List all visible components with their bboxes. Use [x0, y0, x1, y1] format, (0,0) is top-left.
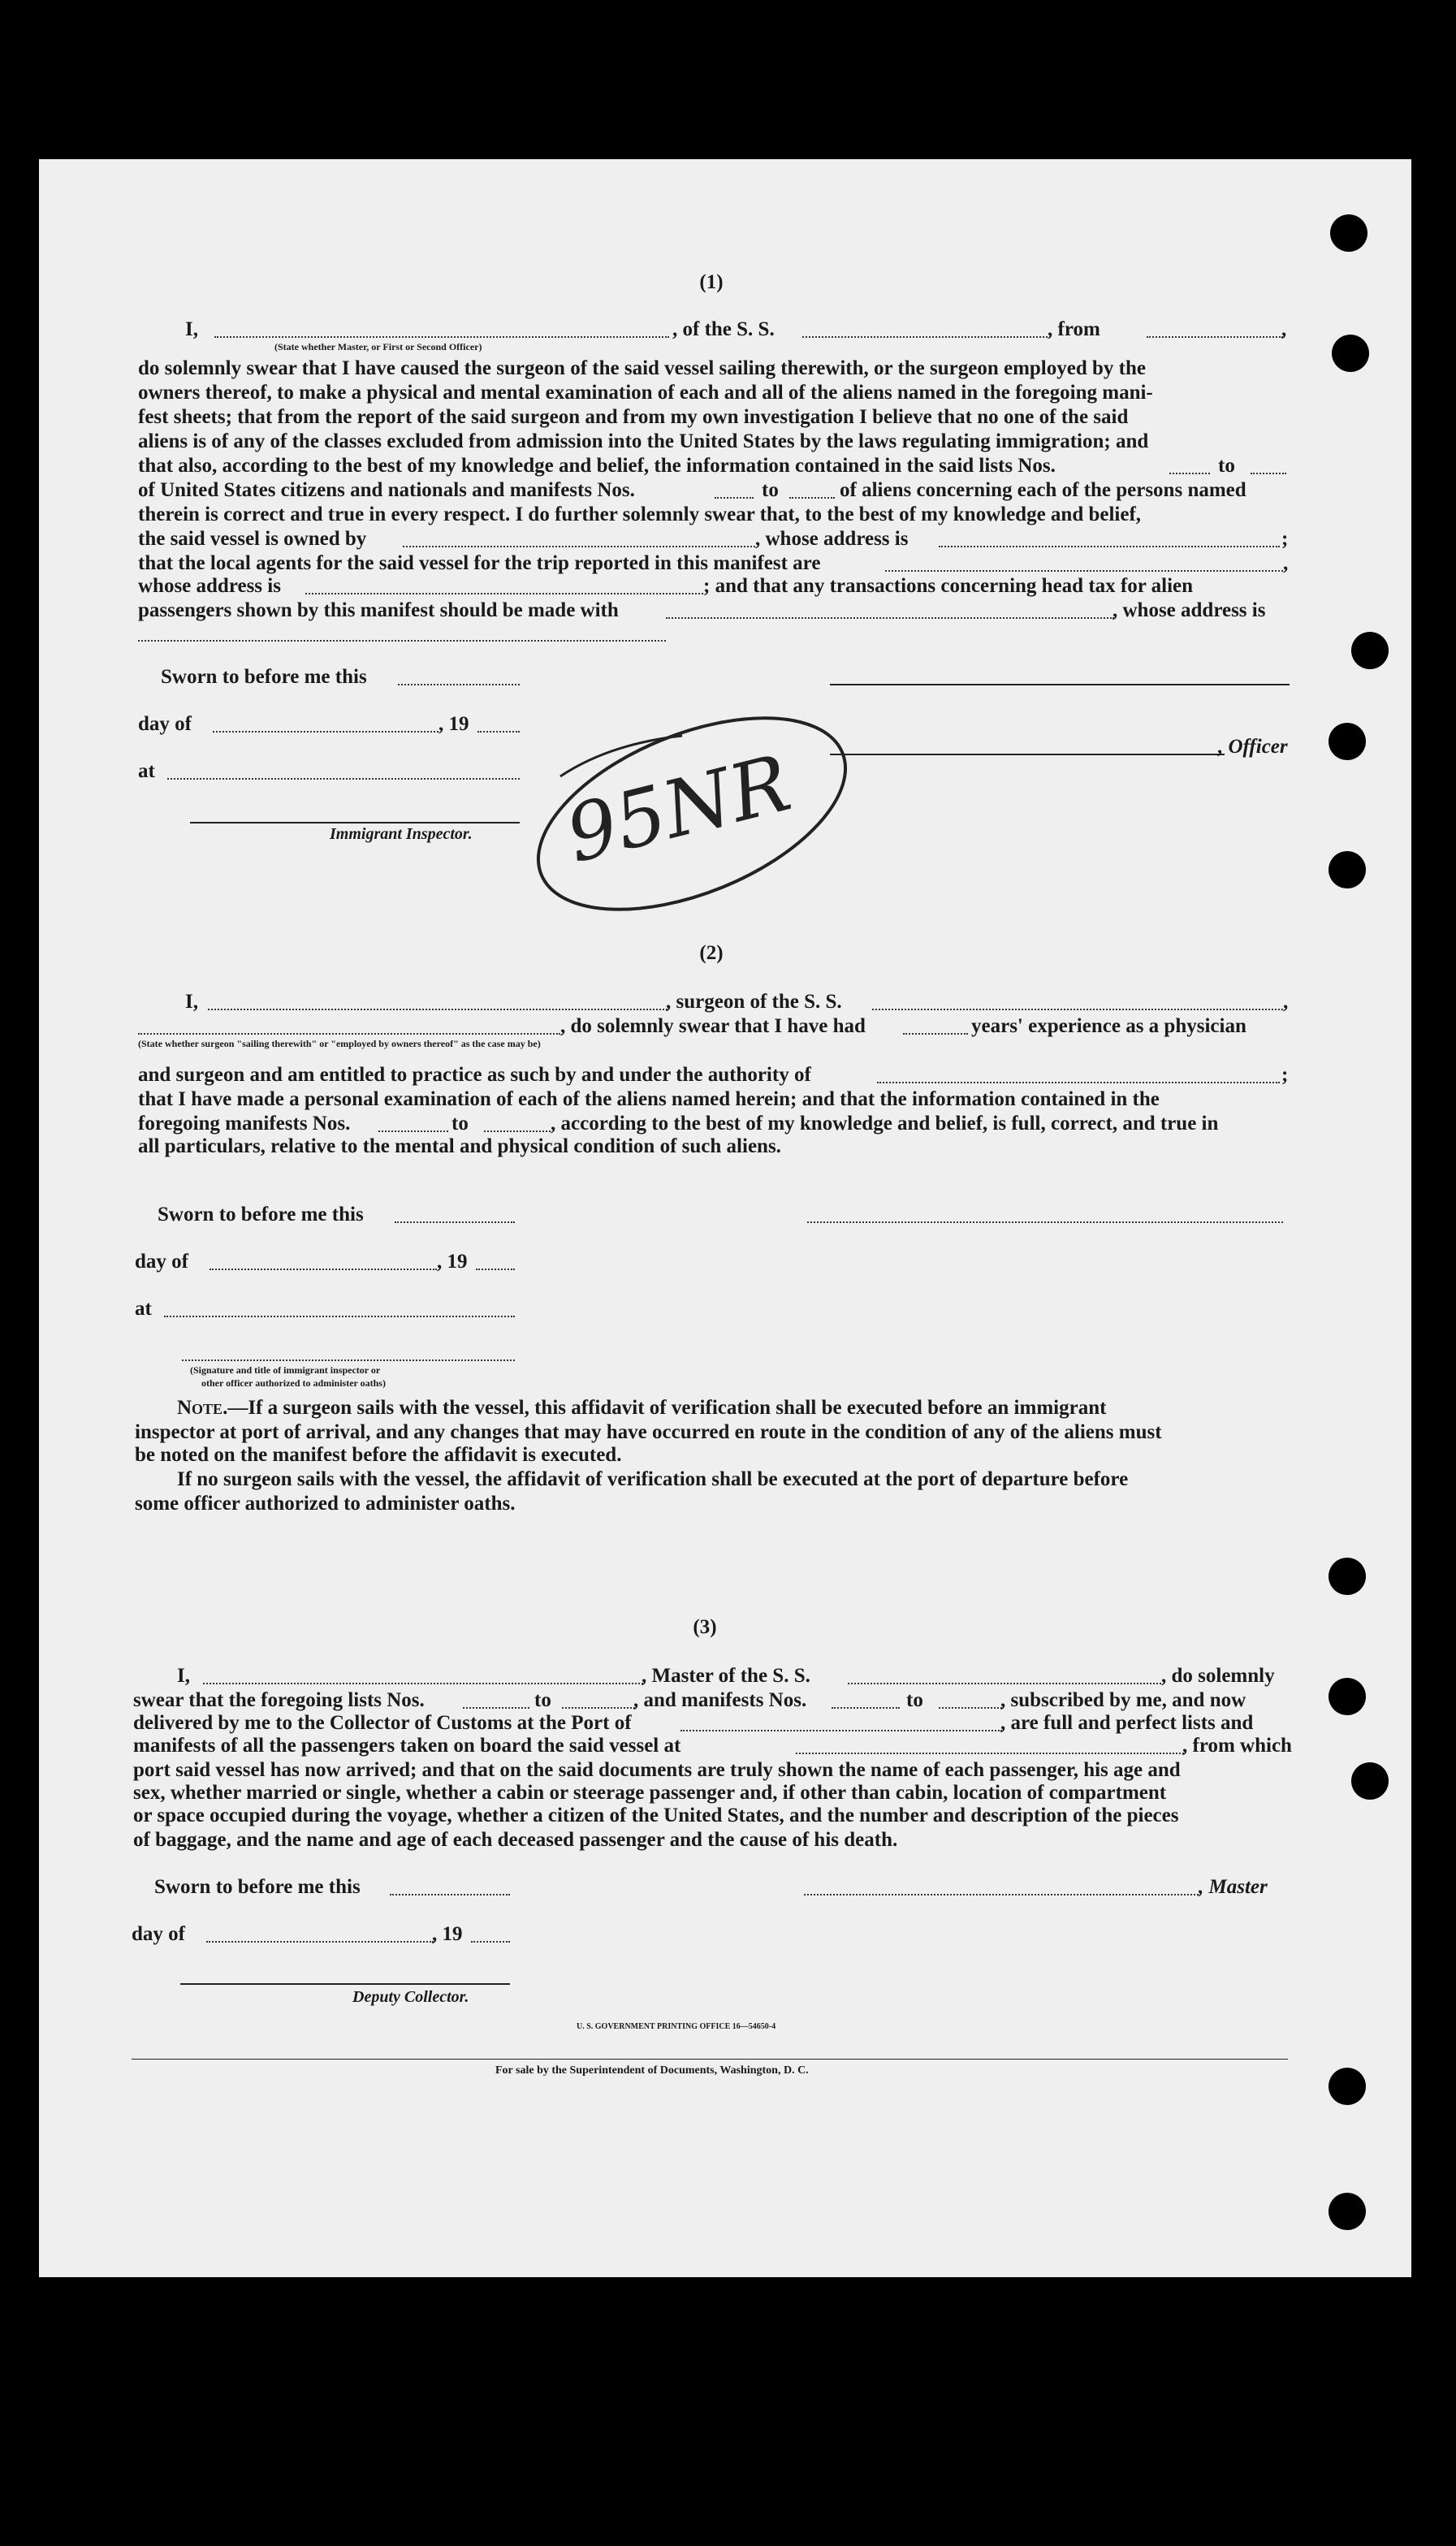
- sec2-line4: that I have made a personal examination of each of the aliens named herein; and that the information contained in the: [138, 1088, 1160, 1110]
- blank-owner-address: [939, 546, 1280, 547]
- blank-sec2-sig: [807, 1221, 1283, 1223]
- punch-hole: [1329, 851, 1366, 888]
- sec2-line6: all particulars, relative to the mental and physical condition of such aliens.: [138, 1135, 781, 1157]
- blank-manifest-from: [715, 497, 754, 499]
- sec3-line3b: , are full and perfect lists and: [1000, 1712, 1254, 1734]
- punch-hole: [1332, 335, 1369, 372]
- sec2-note-4: If no surgeon sails with the vessel, the affidavit of verification shall be executed at the port of departure before: [177, 1468, 1129, 1490]
- sec1-officer-note: (State whether Master, or First or Second Officer): [274, 341, 482, 352]
- blank-sec2-inspector: [182, 1359, 515, 1361]
- blank-sec3-lists-from: [463, 1707, 529, 1709]
- blank-master-vessel: [848, 1683, 1161, 1684]
- blank-authority: [877, 1082, 1280, 1083]
- blank-day-month: [213, 731, 439, 733]
- sec1-at: at: [138, 760, 155, 782]
- blank-from-port: [1147, 336, 1283, 338]
- note-text-1: —If a surgeon sails with the vessel, this affidavit of verification shall be executed before an immigrant: [227, 1397, 1107, 1419]
- sec1-sworn: Sworn to before me this: [161, 666, 367, 688]
- sec1-line8: therein is correct and true in every respect. I do further solemnly swear that, to the best of my knowledge and belief,: [138, 504, 1142, 525]
- sec3-master-label: , Master: [1199, 1876, 1268, 1898]
- blank-vessel-name: [802, 336, 1051, 338]
- blank-officer-line: [830, 754, 1225, 755]
- sec1-line11b: ; and that any transactions concerning head tax for alien: [703, 575, 1194, 597]
- blank-headtax-address: [138, 640, 666, 642]
- blank-years: [903, 1033, 968, 1035]
- sec2-sig-note-2: other officer authorized to administer oaths): [201, 1377, 386, 1389]
- sec1-nineteen: , 19: [439, 713, 469, 735]
- blank-sec2-day: [210, 1269, 437, 1270]
- punch-hole: [1329, 1678, 1366, 1715]
- blank-officer-name: [214, 336, 669, 338]
- blank-surgeon-name: [208, 1009, 668, 1010]
- blank-sec3-day: [206, 1941, 434, 1943]
- sec3-line8: of baggage, and the name and age of each deceased passenger and the cause of his death.: [133, 1829, 898, 1851]
- blank-owner: [403, 546, 755, 547]
- sec1-day: day of: [138, 713, 192, 735]
- blank-sec3-sworn-date: [390, 1894, 510, 1895]
- punch-hole: [1329, 723, 1366, 760]
- section-1-number: (1): [699, 271, 724, 293]
- sec2-line3b: ;: [1281, 1064, 1289, 1086]
- punch-hole: [1329, 2193, 1366, 2230]
- sec1-line2: do solemnly swear that I have caused the surgeon of the said vessel sailing therewith, or the surgeon employed by the: [138, 357, 1146, 379]
- sec3-line3a: delivered by me to the Collector of Customs at the Port of: [133, 1712, 632, 1734]
- sec2-line1c: ,: [1283, 991, 1289, 1013]
- section-2-number: (2): [699, 942, 724, 964]
- blank-master-sig: [804, 1894, 1199, 1895]
- sec1-line10b: ,: [1283, 552, 1289, 574]
- sec1-line11a: whose address is: [138, 575, 281, 597]
- sec2-line5b: to: [451, 1113, 469, 1135]
- blank-boarding-port: [796, 1753, 1184, 1754]
- blank-sec2-sworn-date: [395, 1221, 515, 1223]
- sec2-day: day of: [135, 1251, 188, 1273]
- sec3-line5: port said vessel has now arrived; and that on the said documents are truly shown the name of each passenger, his age and: [133, 1759, 1181, 1781]
- sec3-nineteen: , 19: [432, 1923, 463, 1945]
- blank-manifest-to: [789, 497, 835, 499]
- stamp-text: 95NR: [557, 737, 799, 881]
- punch-hole: [1351, 632, 1389, 669]
- blank-officer-sig: [830, 684, 1290, 685]
- blank-collector-sig: [180, 1983, 510, 1985]
- sec2-note-1: [177, 1397, 1106, 1420]
- sec3-line4b: , from which: [1182, 1735, 1292, 1757]
- blank-sec3-manifest-from: [832, 1707, 900, 1709]
- blank-sec2-year: [476, 1269, 515, 1270]
- sec3-line1a: I,: [177, 1665, 190, 1687]
- sec2-line1a: I,: [185, 991, 198, 1013]
- sec2-surgeon-note: (State whether surgeon "sailing therewith" or "employed by owners thereof" as the case may be): [138, 1038, 541, 1049]
- sec1-line12b: , whose address is: [1113, 599, 1266, 621]
- sec2-line5a: foregoing manifests Nos.: [138, 1113, 351, 1135]
- sec1-inspector-label: Immigrant Inspector.: [330, 825, 473, 843]
- blank-customs-port: [680, 1730, 1002, 1731]
- blank-list-from: [1169, 473, 1210, 474]
- blank-year: [477, 731, 520, 733]
- sec1-line6: that also, according to the best of my knowledge and belief, the information contained in the said lists Nos.: [138, 455, 1056, 477]
- sec2-note-2: inspector at port of arrival, and any changes that may have occurred en route in the condition of any of the aliens must: [135, 1421, 1162, 1443]
- blank-at-place: [167, 778, 520, 780]
- blank-sec3-lists-to: [562, 1707, 635, 1709]
- sec3-sworn: Sworn to before me this: [154, 1876, 361, 1898]
- sec2-note-3: be noted on the manifest before the affidavit is executed.: [135, 1444, 622, 1466]
- punch-hole: [1329, 2068, 1366, 2105]
- blank-agents: [885, 570, 1283, 572]
- sec1-officer-label: , Officer: [1218, 736, 1288, 758]
- sec3-day: day of: [132, 1923, 185, 1945]
- sec2-note-5: some officer authorized to administer oaths.: [135, 1493, 516, 1515]
- sec1-line7c: of aliens concerning each of the persons named: [840, 479, 1246, 501]
- sec2-line1b: , surgeon of the S. S.: [666, 991, 842, 1013]
- footer-rule: [132, 2059, 1288, 2060]
- blank-inspector-sig: [190, 822, 520, 823]
- section-3-number: (3): [693, 1616, 717, 1638]
- note-label: Note.: [177, 1397, 228, 1419]
- blank-sec3-year: [471, 1941, 510, 1943]
- sec1-line1-i: I,: [185, 318, 198, 340]
- sec3-line2b: to: [534, 1689, 551, 1711]
- sec3-line2a: swear that the foregoing lists Nos.: [133, 1689, 425, 1711]
- sec3-line2e: , subscribed by me, and now: [1000, 1689, 1246, 1711]
- sec3-line6: sex, whether married or single, whether a cabin or steerage passenger and, if other than cabin, location of compartment: [133, 1782, 1167, 1804]
- blank-sec2-at: [164, 1316, 515, 1317]
- punch-hole: [1329, 1558, 1366, 1595]
- sec2-line3a: and surgeon and am entitled to practice as such by and under the authority of: [138, 1064, 811, 1086]
- blank-list-to: [1251, 473, 1286, 474]
- blank-sec2-to: [484, 1130, 551, 1132]
- sec1-line5: aliens is of any of the classes excluded from admission into the United States by the laws regulating immigration; and: [138, 430, 1149, 452]
- sec1-line9c: ;: [1281, 528, 1289, 550]
- sec1-line3: owners thereof, to make a physical and mental examination of each and all of the aliens named in the foregoing mani-: [138, 382, 1153, 404]
- sec2-line2a: , do solemnly swear that I have had: [560, 1015, 866, 1037]
- blank-surgeon-type: [138, 1033, 560, 1035]
- blank-headtax: [666, 617, 1114, 619]
- blank-sec3-manifest-to: [939, 1707, 1002, 1709]
- sec2-sworn: Sworn to before me this: [158, 1204, 364, 1225]
- sec2-nineteen: , 19: [437, 1251, 468, 1273]
- footer-sale: For sale by the Superintendent of Documents, Washington, D. C.: [495, 2064, 809, 2077]
- sec3-line1b: , Master of the S. S.: [642, 1665, 810, 1687]
- blank-sec2-from: [378, 1130, 448, 1132]
- sec1-line7a: of United States citizens and nationals and manifests Nos.: [138, 479, 635, 501]
- sec3-line2c: , and manifests Nos.: [633, 1689, 807, 1711]
- sec2-at: at: [135, 1298, 152, 1320]
- handwritten-stamp: [520, 711, 861, 931]
- sec3-line2d: to: [906, 1689, 923, 1711]
- sec3-line1c: , do solemnly: [1161, 1665, 1275, 1687]
- punch-hole: [1351, 1762, 1389, 1800]
- sec1-line9b: , whose address is: [755, 528, 909, 550]
- sec1-line4: fest sheets; that from the report of the said surgeon and from my own investigation I believe that no one of the said: [138, 406, 1129, 428]
- sec1-line1-ss: , of the S. S.: [672, 318, 775, 340]
- sec2-sig-note-1: (Signature and title of immigrant inspector or: [190, 1364, 381, 1376]
- gpo-imprint: U. S. GOVERNMENT PRINTING OFFICE 16—54650-4: [577, 2022, 776, 2031]
- blank-agents-address: [305, 593, 703, 594]
- blank-sworn-date: [398, 684, 520, 685]
- blank-surgeon-vessel: [872, 1009, 1283, 1010]
- sec1-line1-comma: ,: [1281, 318, 1287, 340]
- sec2-line2b: years' experience as a physician: [971, 1015, 1246, 1037]
- sec1-line1-from: , from: [1048, 318, 1100, 340]
- sec3-collector-label: Deputy Collector.: [352, 1988, 469, 2006]
- sec3-line4a: manifests of all the passengers taken on board the said vessel at: [133, 1735, 681, 1757]
- sec1-line6-to: to: [1218, 455, 1235, 477]
- sec1-line10: that the local agents for the said vessel for the trip reported in this manifest are: [138, 552, 821, 574]
- punch-hole: [1330, 214, 1367, 252]
- blank-master-name: [203, 1683, 643, 1684]
- sec1-line12a: passengers shown by this manifest should be made with: [138, 599, 619, 621]
- sec3-line7: or space occupied during the voyage, whether a citizen of the United States, and the number and description of the pieces: [133, 1805, 1179, 1826]
- sec1-line7b: to: [762, 479, 779, 501]
- sec2-line5c: , according to the best of my knowledge and belief, is full, correct, and true in: [551, 1113, 1219, 1135]
- sec1-line9a: the said vessel is owned by: [138, 528, 367, 550]
